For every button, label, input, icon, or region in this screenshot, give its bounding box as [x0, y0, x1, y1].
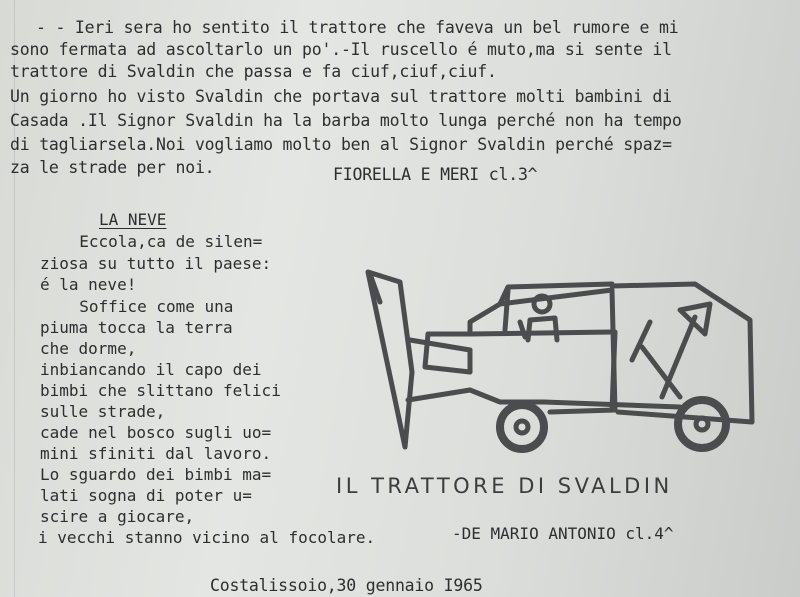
cab-pillar — [505, 290, 508, 330]
story-line-5: Casada .Il Signor Svaldin ha la barba molto lunga perché non ha tempo — [10, 111, 682, 130]
front-wheel-hub — [516, 421, 528, 433]
poem-line-12: Lo sguardo dei bimbi ma= — [40, 465, 272, 484]
poem-line-3: é la neve! — [40, 275, 137, 294]
poem-line-1: Eccola,ca de silen= — [60, 232, 263, 251]
poem-line-11: mini sfiniti dal lavoro. — [40, 444, 272, 463]
tractor-drawing — [350, 262, 760, 472]
story-line-4: Un giorno ho visto Svaldin che portava sul trattore molti bambini di — [10, 87, 672, 106]
story-author: FIORELLA E MERI cl.3^ — [333, 165, 538, 184]
poem-line-2: ziosa su tutto il paese: — [40, 254, 272, 273]
driver-head — [534, 296, 550, 312]
poem-author: -DE MARIO ANTONIO cl.4^ — [452, 524, 674, 543]
plow-arm-upper — [410, 340, 470, 350]
tractor-snowplow-illustration — [350, 262, 760, 472]
poem-line-6: che dorme, — [40, 339, 137, 358]
story-line-7: za le strade per noi. — [10, 158, 215, 177]
tractor-waistline — [470, 332, 612, 334]
poem-line-13: lati sogna di poter u= — [40, 486, 252, 505]
story-line-3: trattore di Svaldin che passa e fa ciuf,ciuf,ciuf. — [10, 62, 497, 81]
rear-wheel-hub — [696, 418, 708, 430]
rear-wheel — [678, 400, 726, 448]
shovel-handle — [662, 317, 695, 397]
poem-line-4: Soffice come una — [60, 297, 234, 316]
driver-body — [528, 318, 557, 340]
poem-line-7: inbiancando il capo dei — [40, 360, 262, 379]
dateline: Costalissoio,30 gennaio I965 — [210, 576, 483, 595]
story-line-6: di tagliarsela.Noi vogliamo molto ben al Signor Svaldin perché spaz= — [10, 135, 672, 154]
tractor-hood-front — [425, 334, 470, 372]
poem-line-15: i vecchi stanno vicino al focolare. — [38, 528, 376, 547]
poem-line-9: sulle strade, — [40, 402, 166, 421]
front-wheel — [500, 405, 544, 449]
plow-arm-lower — [408, 390, 470, 400]
chassis-line — [470, 390, 680, 407]
rear-box-divider — [612, 332, 615, 410]
poem-line-14: scire a giocare, — [40, 507, 195, 526]
story-line-1: - - Ieri sera ho sentito il trattore che faveva un bel rumore e mi — [36, 18, 679, 37]
drawing-caption: IL TRATTORE DI SVALDIN — [336, 474, 673, 498]
poem-title: LA NEVE — [99, 210, 167, 229]
poem-line-5: piuma tocca la terra — [40, 318, 233, 337]
poem-line-10: cade nel bosco sugli uo= — [40, 423, 272, 442]
plow-blade — [368, 272, 412, 447]
story-line-2: sono fermata ad ascoltarlo un po'.-Il ruscello é muto,ma si sente il — [10, 40, 672, 59]
poem-line-8: bimbi che slittano felici — [40, 381, 281, 400]
